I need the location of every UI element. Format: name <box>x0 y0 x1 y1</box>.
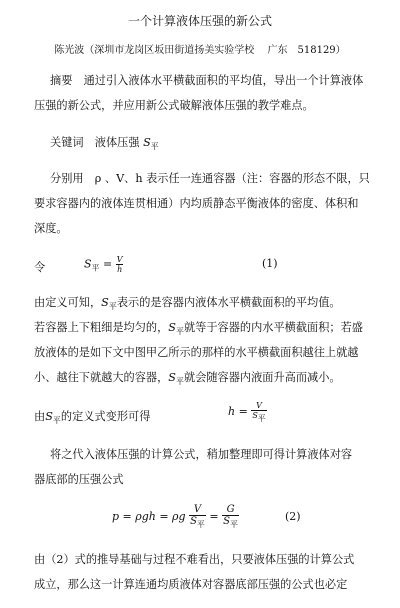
equation-2: p = ρgh = ρg $\frac{V}{S_平}$ = $\frac{G}{S_平}$ <box>112 504 238 529</box>
equation-h: h = $\frac{V}{\text{S平}}$ <box>228 401 266 423</box>
para5-line-2: 成立，那么这一计算连通均质液体对容器底部压强的公式也必定 <box>34 578 348 591</box>
equation-1-number: (1) <box>262 257 278 270</box>
para4-line-1: 将之代入液体压强的计算公式，稍加整理即可得计算液体对容 <box>50 448 353 461</box>
paper-title: 一个计算液体压强的新公式 <box>127 14 272 28</box>
para1-line-1: 分别用 ρ 、V、h 表示任一连通容器（注：容器的形态不限，只 <box>50 172 370 185</box>
keywords-text: 关键词 液体压强 <box>50 136 140 149</box>
ling-text: 令 <box>34 261 46 274</box>
author-line: 陈光波（深圳市龙岗区坂田街道扬美实验学校 广东 518129） <box>54 45 346 56</box>
para1-line-3: 深度。 <box>34 222 68 235</box>
para3-line: 由$S_平$的定义式变形可得 <box>34 410 151 425</box>
symbol-s-avg: $S_平$ <box>143 136 159 151</box>
para2-line-2: 若容器上下粗细是均匀的，$S_平$就等于容器的内水平横截面积；若盛 <box>34 321 363 336</box>
symbol-s-avg: $S_平$ <box>168 371 184 386</box>
para2-line-4: 小、越往下就越大的容器，$S_平$就会随容器内液面升高而减小。 <box>34 371 341 386</box>
para1-line-2: 要求容器内的液体连贯相通）内均质静态平衡液体的密度、体积和 <box>34 197 359 210</box>
symbol-s-avg: $S_平$ <box>168 321 184 336</box>
keywords-line <box>50 136 380 154</box>
equation-2-number: (2) <box>285 510 301 523</box>
symbol-s-avg: $S_平$ <box>45 410 61 425</box>
abstract-line-2: 压强的新公式，并应用新公式破解液体压强的教学难点。 <box>34 99 314 112</box>
para5-line-1: 由（2）式的推导基础与过程不难看出，只要液体压强的计算公式 <box>34 553 355 566</box>
para2-line-1: 由定义可知，$S_平$表示的是容器内液体水平横截面积的平均值。 <box>34 296 341 311</box>
equation-1: $S_平$ = $\frac{V}{h}$ <box>84 255 123 274</box>
symbol-s-avg: $S_平$ <box>101 296 117 311</box>
para4-line-2: 器底部的压强公式 <box>34 473 124 486</box>
para2-line-3: 放液体的是如下文中图甲乙所示的那样的水平横截面积越往上就越 <box>34 346 359 359</box>
abstract-line-1: 摘要 通过引入液体水平横截面积的平均值，导出一个计算液体 <box>50 74 364 87</box>
